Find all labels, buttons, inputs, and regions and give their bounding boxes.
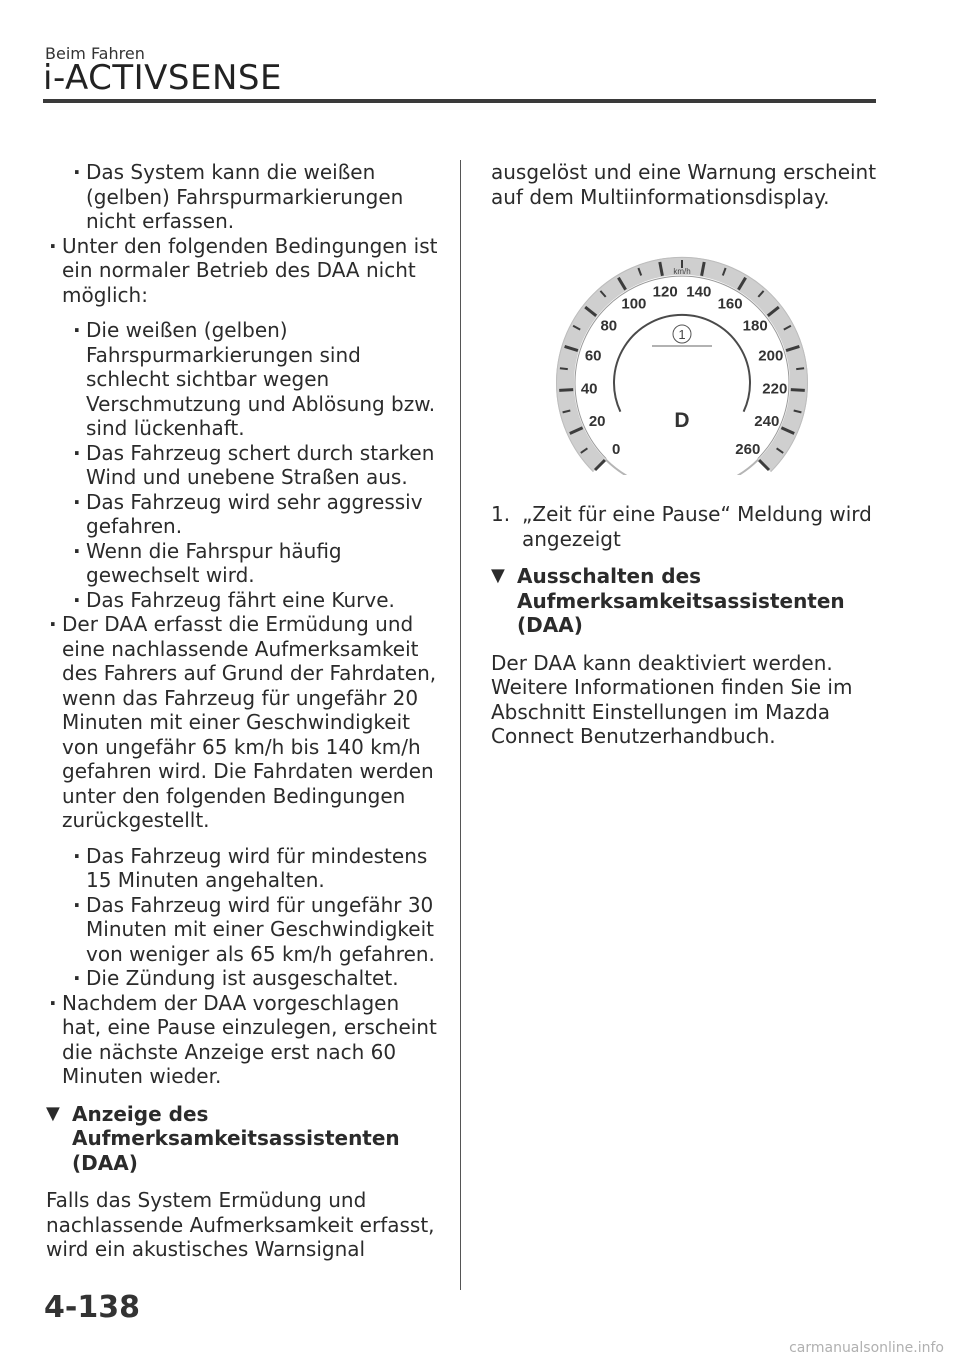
gauge-tick: [791, 390, 805, 391]
figure-caption: [491, 502, 881, 551]
gauge-speed-label: 220: [762, 380, 788, 398]
gauge-speed-label: 80: [600, 317, 618, 335]
gauge-speed-label: 0: [612, 440, 621, 458]
column-divider: [460, 160, 461, 1290]
list-item: · Das Fahrzeug wird sehr aggressiv gefahren.: [70, 490, 444, 539]
page-number: 4-138: [44, 1290, 140, 1325]
caption-number: 1.: [491, 502, 511, 526]
section-label: Beim Fahren: [45, 44, 145, 63]
figure-caption-block: [491, 502, 881, 749]
paragraph: ausgelöst und eine Warnung erscheint auf dem Multiinformationsdisplay.: [491, 160, 877, 209]
gauge-speed-label: 120: [652, 283, 678, 301]
right-column: [491, 160, 881, 209]
header-rule: [43, 99, 876, 103]
watermark: carmanualsonline.info: [789, 1340, 944, 1356]
gauge-speed-label: 100: [621, 295, 647, 313]
gauge-speed-label: 20: [588, 413, 606, 431]
section-heading: [491, 564, 881, 638]
gauge-tick: [560, 368, 568, 369]
callout-number: 1: [678, 327, 686, 342]
gauge-speed-label: 60: [584, 347, 602, 365]
gauge-outer-rim: [557, 257, 808, 471]
heading-text: Ausschalten des Aufmerksamkeitsassistenten (DAA): [517, 564, 845, 637]
speedometer-illustration: [555, 255, 810, 475]
gauge-speed-label: 40: [580, 380, 598, 398]
caption-text: „Zeit für eine Pause“ Meldung wird angezeigt: [522, 502, 872, 551]
page-title: i-ACTIVSENSE: [43, 58, 282, 98]
gauge-tick: [559, 390, 573, 391]
gauge-speed-label: 200: [758, 347, 784, 365]
gauge-unit-label: km/h: [673, 267, 691, 276]
list-item: · Die Zündung ist ausgeschaltet.: [70, 966, 444, 991]
gauge-bezel: [565, 266, 799, 466]
triangle-down-icon: ▼: [491, 565, 505, 586]
gauge-lower-arc: [606, 459, 759, 475]
paragraph: Der DAA kann deaktiviert werden. Weitere Informationen finden Sie im Abschnitt Einstellungen im Mazda Connect Benutzerhandbuch.: [491, 650, 853, 748]
gauge-speed-label: 260: [735, 440, 761, 458]
paragraph: Falls das System Ermüdung und nachlassende Aufmerksamkeit erfasst, wird ein akustisches Warnsignal: [46, 1188, 435, 1261]
triangle-down-icon: ▼: [46, 1102, 60, 1124]
heading-text: Anzeige des Aufmerksamkeitsassistenten (DAA): [72, 1101, 400, 1175]
list-item: · Wenn die Fahrspur häufig gewechselt wird.: [70, 539, 444, 588]
list-item: · Das System kann die weißen (gelben) Fahrspurmarkierungen nicht erfassen.: [70, 160, 444, 234]
gauge-speed-label: 240: [754, 413, 780, 431]
list-item: · Nachdem der DAA vorgeschlagen hat, eine Pause einzulegen, erscheint die nächste Anzeige erst nach 60 Minuten wieder.: [46, 991, 444, 1089]
gauge-speed-label: 180: [742, 317, 768, 335]
list-item: · Das Fahrzeug wird für ungefähr 30 Minuten mit einer Geschwindigkeit von weniger als 65 km/h gefahren.: [70, 893, 444, 967]
list-item: · Das Fahrzeug wird für mindestens 15 Minuten angehalten.: [70, 844, 444, 893]
list-item: · Die weißen (gelben) Fahrspurmarkierungen sind schlecht sichtbar wegen Verschmutzung und Ablösung bzw. sind lückenhaft.: [70, 318, 444, 441]
list-item: · Das Fahrzeug fährt eine Kurve.: [70, 588, 444, 613]
list-item: · Das Fahrzeug schert durch starken Wind und unebene Straßen aus.: [70, 441, 444, 490]
speedometer-svg: [555, 255, 810, 475]
section-heading: [46, 1102, 444, 1176]
list-item: · Der DAA erfasst die Ermüdung und eine nachlassende Aufmerksamkeit des Fahrers auf Grund der Fahrdaten, wenn das Fahrzeug für ungefähr 20 Minuten mit einer Geschwindigkeit von ungefähr 65 km/h bis 140 km/h gefahren wird. Die Fahrdaten werden unter den folgenden Bedingungen zurückgestellt.: [46, 612, 444, 833]
list-item: · Unter den folgenden Bedingungen ist ein normaler Betrieb des DAA nicht möglich:: [46, 234, 444, 308]
gear-indicator: D: [674, 409, 690, 432]
gauge-tick: [796, 368, 804, 369]
left-column: [46, 160, 444, 1262]
gauge-speed-label: 140: [686, 283, 712, 301]
gauge-speed-label: 160: [717, 295, 743, 313]
